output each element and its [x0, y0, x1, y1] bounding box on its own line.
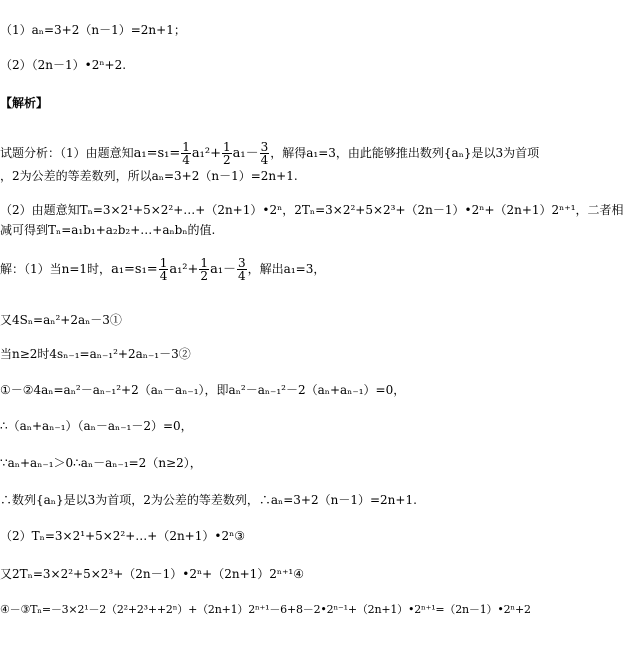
fraction-numerator: 1 [159, 256, 168, 270]
analysis-intro: 试题分析：（1）由题意知 [0, 146, 134, 160]
formula-a1-s1: a₁=s₁= [133, 146, 181, 161]
fraction-denominator: 4 [238, 269, 246, 283]
solution-step-3: 当n≥2时4sₙ₋₁=aₙ₋₁²+2aₙ₋₁－3② [0, 347, 191, 361]
answer-line-1: （1）aₙ=3+2（n－1）=2n+1； [0, 23, 186, 37]
section-heading: 【解析】 [0, 96, 49, 110]
fraction-denominator: 4 [182, 153, 190, 167]
term-a1: a₁－ [232, 146, 259, 161]
solution-step-5: ∴（aₙ+aₙ₋₁）（aₙ－aₙ₋₁－2）=0， [0, 419, 193, 433]
fraction-denominator: 2 [223, 153, 231, 167]
fraction-three-quarters [237, 257, 247, 282]
analysis-paragraph-1-cont: ，2为公差的等差数列，所以aₙ=3+2（n－1）=2n+1. [0, 169, 298, 183]
fraction-denominator: 4 [260, 153, 269, 167]
analysis-paragraph-1 [0, 140, 539, 167]
fraction-numerator: 3 [238, 256, 246, 270]
answer-line-2: （2）（2n－1）•2ⁿ+2. [0, 58, 127, 72]
fraction-three-quarters [260, 141, 270, 166]
fraction-denominator: 2 [200, 269, 209, 283]
fraction-denominator: 4 [159, 269, 168, 283]
solution-step-9: 又2Tₙ=3×2²+5×2³+（2n－1）•2ⁿ+（2n+1）2ⁿ⁺¹④ [0, 567, 305, 581]
fraction-numerator: 1 [223, 140, 231, 154]
solution-result: ，解出a₁=3， [247, 262, 326, 276]
term-a1-squared: a₁²+ [191, 146, 221, 161]
analysis-paragraph-2: （2）由题意知Tₙ=3×2¹+5×2²+…+（2n+1）•2ⁿ，2Tₙ=3×2²+5×2³+（2n－1）•2ⁿ+（2n+1）2ⁿ⁺¹，二者相减可得到Tₙ=a₁b₁+a₂b₂+…+aₙbₙ的值. [0, 203, 624, 237]
fraction-one-quarter [159, 257, 169, 282]
fraction-numerator: 1 [182, 140, 190, 154]
solution-step-10: ④－③Tₙ=－3×2¹－2（2²+2³++2ⁿ）+（2n+1）2ⁿ⁺¹－6+8－2•2ⁿ⁻¹+（2n+1）•2ⁿ⁺¹=（2n－1）•2ⁿ+2 [0, 603, 531, 616]
fraction-one-quarter [181, 141, 191, 166]
analysis-conclusion: ，解得a₁=3，由此能够推出数列{aₙ}是以3为首项 [270, 146, 540, 160]
solution-step-7: ∴数列{aₙ}是以3为首项，2为公差的等差数列，∴aₙ=3+2（n－1）=2n+1. [0, 493, 417, 507]
formula-a1-s1: a₁=s₁= [111, 262, 158, 277]
fraction-one-half [222, 141, 232, 166]
solution-step-1 [0, 256, 325, 283]
solution-step-6: ∵aₙ+aₙ₋₁＞0∴aₙ－aₙ₋₁=2（n≥2）， [0, 456, 202, 470]
fraction-numerator: 1 [200, 256, 209, 270]
fraction-one-half [199, 257, 209, 282]
term-a1: a₁－ [210, 262, 237, 277]
fraction-numerator: 3 [260, 140, 269, 154]
solution-step-4: ①－②4aₙ=aₙ²－aₙ₋₁²+2（aₙ－aₙ₋₁），即aₙ²－aₙ₋₁²－2（aₙ+aₙ₋₁）=0， [0, 383, 406, 397]
solution-intro: 解：（1）当n=1时， [0, 262, 112, 276]
term-a1-squared: a₁²+ [169, 262, 199, 277]
solution-step-8: （2）Tₙ=3×2¹+5×2²+…+（2n+1）•2ⁿ③ [0, 529, 246, 543]
solution-step-2: 又4Sₙ=aₙ²+2aₙ－3① [0, 313, 122, 327]
